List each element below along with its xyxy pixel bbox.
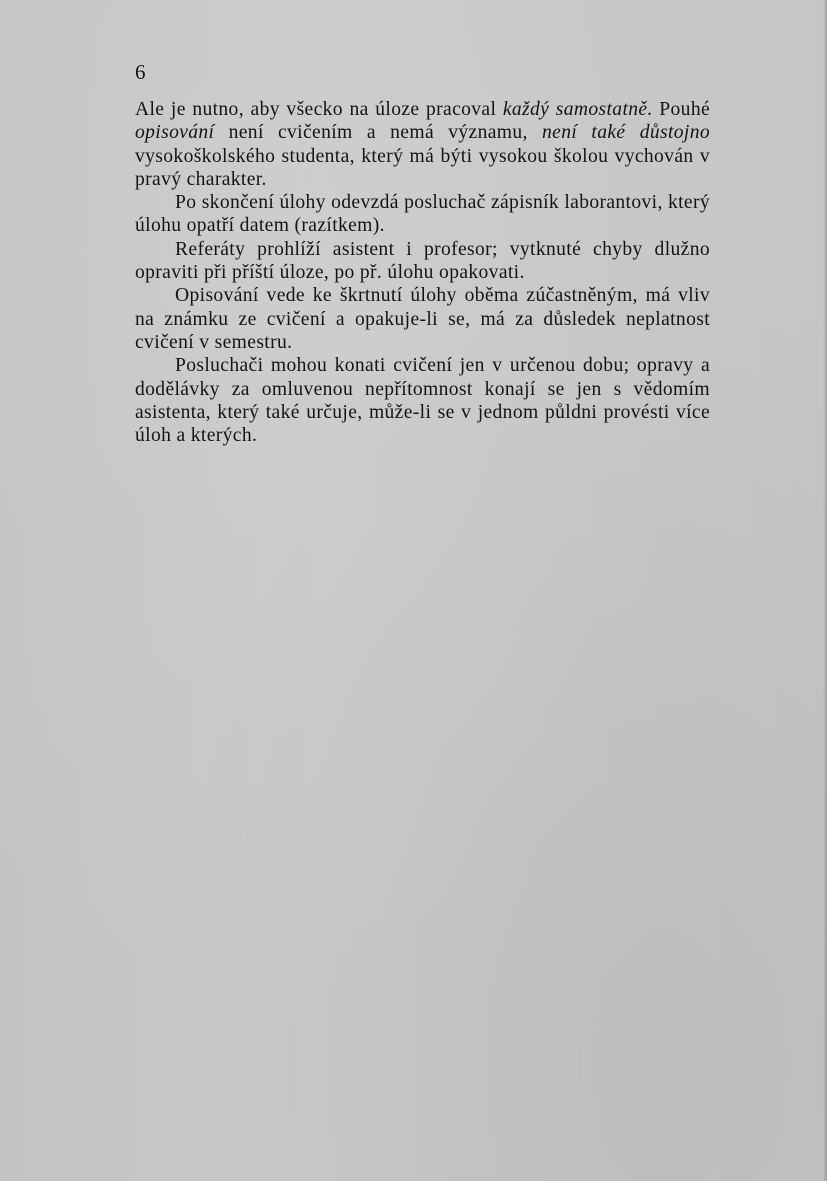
page-number: 6 bbox=[135, 60, 146, 84]
text-span: není cvičením a nemá významu, bbox=[214, 122, 543, 144]
body-text bbox=[135, 98, 710, 447]
paragraph-5 bbox=[135, 354, 710, 447]
paragraph-1 bbox=[135, 98, 710, 191]
text-span: vysokoškolského studenta, který má býti vysokou školou vychován v pravý charakter. bbox=[135, 145, 710, 190]
paragraph-4 bbox=[135, 284, 710, 354]
emphasis-span: opisování bbox=[135, 122, 215, 144]
paragraph-3 bbox=[135, 238, 710, 285]
text-span: Referáty prohlíží asistent i profesor; vytknuté chyby dlužno opraviti při příští úloze, po př. úlohu opakovati. bbox=[135, 238, 710, 284]
page-edge-shadow bbox=[823, 0, 827, 1181]
emphasis-span: není také důstojno bbox=[542, 122, 710, 144]
text-span: Ale je nutno, aby všecko na úloze pracoval bbox=[135, 99, 503, 120]
text-span: Opisování vede ke škrtnutí úlohy oběma zúčastněným, má vliv na známku ze cvičení a opakuje-li se, má za důsledek neplatnost cvičení v semestru. bbox=[135, 285, 710, 353]
text-span: Pouhé bbox=[652, 99, 711, 120]
text-span: Posluchači mohou konati cvičení jen v určenou dobu; opravy a dodělávky za omluvenou nepřítomnost konají se jen s vědomím asistenta, který také určuje, může-li se v jednom půldni provésti více úloh a kterých. bbox=[135, 355, 710, 447]
text-span: Po skončení úlohy odevzdá posluchač zápisník laborantovi, který úlohu opatří datem (razítkem). bbox=[135, 192, 710, 237]
emphasis-span: každý samostatně. bbox=[502, 99, 653, 120]
paragraph-2 bbox=[135, 191, 710, 238]
